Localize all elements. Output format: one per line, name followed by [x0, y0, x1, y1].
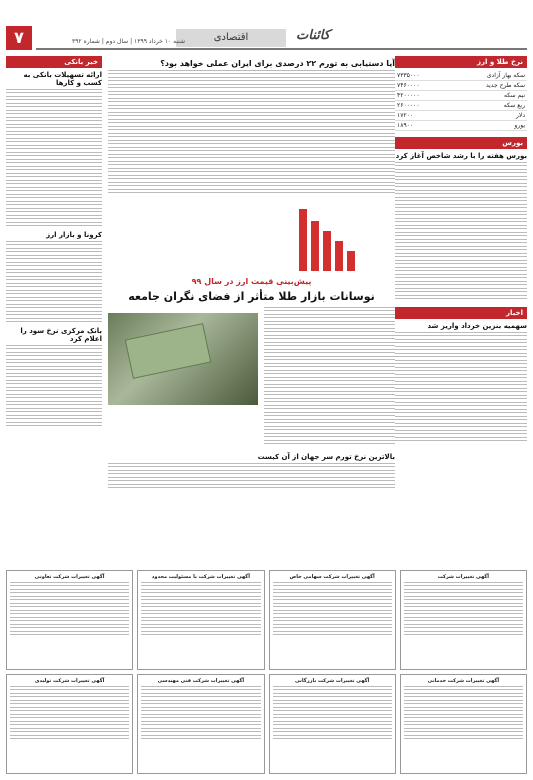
inflation-illustration [108, 201, 395, 271]
price-value: ۱۸۹۰۰ [395, 121, 445, 131]
ad-text-line [273, 603, 392, 609]
stock-news-header: بورس [395, 137, 527, 149]
legal-ad [269, 674, 396, 774]
news2-header: اخبار [395, 307, 527, 319]
ad-title: آگهی تغییرات شرکت بازرگانی [294, 678, 370, 684]
ad-text-line [10, 700, 129, 706]
page-header [6, 26, 527, 52]
ad-text-line [404, 624, 523, 630]
legal-ad [137, 570, 264, 670]
ad-text-line [10, 693, 129, 699]
news2-headline: سهمیه بنزین خرداد واریز شد [427, 322, 527, 330]
ad-text-line [10, 721, 129, 727]
ad-text-line [273, 728, 392, 734]
price-label: سکه بهار آزادی [445, 71, 527, 81]
ad-text-line [404, 631, 523, 637]
header-rule [36, 26, 527, 50]
legal-ad [400, 570, 527, 670]
ads-grid [6, 570, 527, 774]
ad-text-line [404, 617, 523, 623]
ad-title: آگهی تغییرات شرکت سهامی خاص [289, 574, 375, 580]
ad-text-line [273, 693, 392, 699]
ad-text-line [404, 686, 523, 692]
left-headline-2: کرونا و بازار ارز [46, 231, 102, 239]
ad-text-line [273, 617, 392, 623]
ad-title: آگهی تغییرات شرکت خدماتی [427, 678, 500, 684]
ad-text-line [273, 631, 392, 637]
ad-text-line [141, 721, 260, 727]
ad-text-line [10, 631, 129, 637]
ad-text-line [10, 589, 129, 595]
ad-title: آگهی تغییرات شرکت با مسئولیت محدود [151, 574, 250, 580]
ad-text-line [404, 707, 523, 713]
top-headline: آیا دستیابی به تورم ۲۲ درصدی برای ایران عملی خواهد بود؟ [160, 59, 395, 68]
ad-text-line [10, 707, 129, 713]
ad-text-line [10, 610, 129, 616]
ad-text-line [141, 617, 260, 623]
ad-text-line [141, 631, 260, 637]
ad-text-line [141, 728, 260, 734]
price-label: نیم سکه [445, 91, 527, 101]
ad-title: آگهی تغییرات شرکت [437, 574, 490, 580]
date-line: شنبه ۱۰ خرداد ۱۳۹۹ | سال دوم | شماره ۳۹۲ [72, 38, 186, 45]
legal-ad [6, 674, 133, 774]
sub-headline: پیش‌بینی قیمت ارز در سال ۹۹ [191, 277, 312, 286]
ad-title: آگهی تغییرات شرکت تولیدی [34, 678, 105, 684]
right-column [395, 56, 527, 556]
ad-text-line [404, 582, 523, 588]
ad-text-line [141, 714, 260, 720]
legal-ad [6, 570, 133, 670]
price-row [395, 111, 527, 121]
ad-text-line [141, 603, 260, 609]
ad-text-line [404, 721, 523, 727]
page-number: ۷ [6, 26, 32, 50]
price-value: ۴۲۰۰۰۰۰ [395, 91, 445, 101]
left-column [6, 56, 102, 556]
ad-text-line [141, 610, 260, 616]
ad-text-line [141, 693, 260, 699]
lower-article-body [108, 463, 395, 490]
top-article-body [108, 70, 395, 195]
price-value: ۱۷۲۰۰ [395, 111, 445, 121]
main-article-body [264, 307, 395, 447]
ad-text-line [10, 582, 129, 588]
price-row [395, 81, 527, 91]
ad-text-line [404, 589, 523, 595]
ad-text-line [141, 589, 260, 595]
ad-text-line [404, 693, 523, 699]
bank-news-header: خبر بانکی [6, 56, 102, 68]
middle-column [108, 56, 395, 556]
ad-text-line [404, 596, 523, 602]
ad-text-line [273, 582, 392, 588]
ad-text-line [404, 603, 523, 609]
ad-text-line [141, 686, 260, 692]
main-headline: نوسانات بازار طلا متأثر از فضای نگران جامعه [128, 290, 375, 303]
price-label: ربع سکه [445, 101, 527, 111]
price-row [395, 101, 527, 111]
ad-text-line [273, 735, 392, 741]
ad-text-line [273, 610, 392, 616]
ad-text-line [273, 686, 392, 692]
ad-text-line [404, 735, 523, 741]
ad-text-line [10, 596, 129, 602]
price-row [395, 121, 527, 131]
section-label: اقتصادی [176, 29, 286, 47]
ad-text-line [141, 735, 260, 741]
ad-text-line [10, 624, 129, 630]
left-article-2 [6, 241, 102, 324]
price-label: یورو [445, 121, 527, 131]
ad-text-line [141, 596, 260, 602]
ad-text-line [10, 714, 129, 720]
ad-text-line [273, 700, 392, 706]
ad-text-line [141, 624, 260, 630]
ad-text-line [404, 714, 523, 720]
ad-title: آگهی تغییرات شرکت تعاونی [34, 574, 105, 580]
ad-title: آگهی تغییرات شرکت فنی مهندسی [157, 678, 245, 684]
ad-text-line [273, 707, 392, 713]
lower-headline: بالاترین نرخ تورم سر جهان از آن کیست [257, 453, 395, 461]
ad-text-line [141, 707, 260, 713]
ad-text-line [141, 700, 260, 706]
ad-text-line [10, 617, 129, 623]
ad-text-line [10, 686, 129, 692]
legal-ad [400, 674, 527, 774]
prices-header: نرخ طلا و ارز [395, 56, 527, 68]
ad-text-line [141, 582, 260, 588]
main-article [108, 307, 395, 447]
stock-news-body [395, 162, 527, 301]
left-article-1 [6, 89, 102, 228]
ad-text-line [273, 589, 392, 595]
ad-text-line [10, 728, 129, 734]
legal-ad [137, 674, 264, 774]
ad-text-line [273, 624, 392, 630]
ad-text-line [10, 603, 129, 609]
left-headline-1: ارائه تسهیلات بانکی به کسب و کارها [23, 71, 102, 87]
ad-text-line [10, 735, 129, 741]
left-article-3 [6, 345, 102, 428]
price-row [395, 91, 527, 101]
price-label: دلار [445, 111, 527, 121]
left-headline-3: بانک مرکزی نرخ سود را اعلام کرد [20, 327, 102, 343]
ad-text-line [404, 610, 523, 616]
price-value: ۷۴۶۰۰۰۰ [395, 81, 445, 91]
price-label: سکه طرح جدید [445, 81, 527, 91]
ad-text-line [404, 728, 523, 734]
legal-ad [269, 570, 396, 670]
price-row [395, 71, 527, 81]
price-table [395, 71, 527, 131]
ad-text-line [273, 721, 392, 727]
news2-body [395, 332, 527, 443]
ad-text-line [273, 714, 392, 720]
ad-text-line [404, 700, 523, 706]
stock-news-headline: بورس هفته را با رشد شاخص آغاز کرد [395, 152, 527, 160]
price-value: ۷۳۳۵۰۰۰ [395, 71, 445, 81]
money-photo [108, 313, 258, 405]
ad-text-line [273, 596, 392, 602]
price-value: ۲۶۰۰۰۰۰ [395, 101, 445, 111]
newspaper-logo: کائنات [296, 28, 330, 43]
